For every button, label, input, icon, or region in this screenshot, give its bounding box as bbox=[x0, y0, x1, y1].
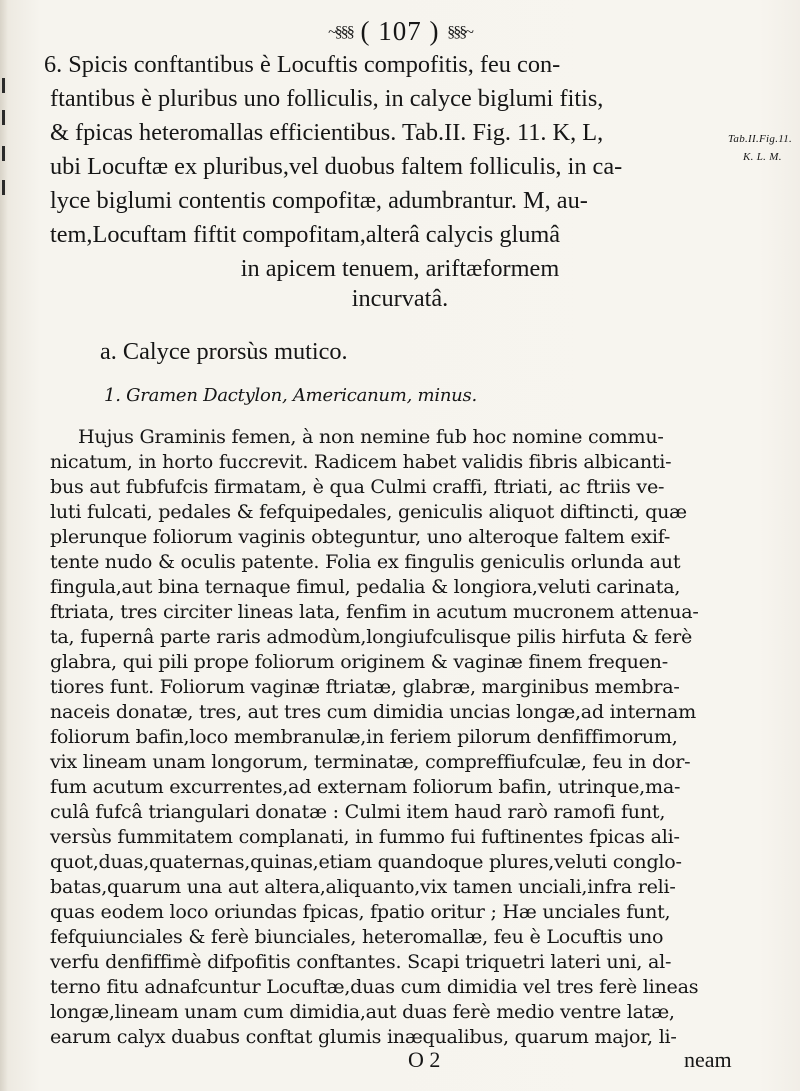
body-line: ftriata, tres circiter lineas lata, fenfim in acutum mucronem attenua- bbox=[50, 600, 699, 623]
body-line: Hujus Graminis femen, à non nemine fub hoc nomine commu- bbox=[78, 425, 664, 448]
margin-note-figure-ref: Tab.II.Fig.11. bbox=[728, 133, 793, 145]
body-line: longæ,lineam unam cum dimidia,aut duas ferè medio ventre latæ, bbox=[50, 1000, 675, 1023]
catchword: neam bbox=[684, 1047, 732, 1072]
section-6-line-4: ubi Locuftæ ex pluribus,vel duobus faltem folliculis, in ca- bbox=[50, 153, 623, 180]
body-line: naceis donatæ, tres, aut tres cum dimidia uncias longæ,ad internam bbox=[50, 700, 696, 723]
body-line: glabra, qui pili prope foliorum originem & vaginæ finem frequen- bbox=[50, 650, 668, 673]
body-line: foliorum bafin,loco membranulæ,in feriem pilorum denfiffimorum, bbox=[50, 725, 678, 748]
section-6-line-3: & fpicas heteromallas efficientibus. Tab.II. Fig. 11. K, L, bbox=[50, 119, 604, 146]
page-binding-shadow bbox=[0, 0, 8, 1091]
body-line: bus aut fubfufcis firmatam, è qua Culmi craffi, ftriati, ac ftriis ve- bbox=[50, 475, 665, 498]
body-line: ta, fupernâ parte raris admodùm,longiufculisque pilis hirfuta & ferè bbox=[50, 625, 693, 648]
body-line: plerunque foliorum vaginis obteguntur, uno alteroque faltem exif- bbox=[50, 525, 671, 548]
subsection-a-heading: a. Calyce prorsùs mutico. bbox=[100, 338, 348, 365]
page-number: ( 107 ) bbox=[360, 16, 440, 46]
body-line: verfu denfiffimè difpofitis conftantes. Scapi triquetri lateri uni, al- bbox=[50, 950, 672, 973]
section-6-line-8: incurvatâ. bbox=[351, 285, 449, 312]
margin-mark bbox=[2, 180, 5, 195]
body-line: luti fulcati, pedales & fefquipedales, geniculis aliquot diftincti, quæ bbox=[50, 500, 687, 523]
body-line: batas,quarum una aut altera,aliquanto,vix tamen unciali,infra reli- bbox=[50, 875, 676, 898]
margin-mark bbox=[2, 78, 5, 93]
margin-note-letters: K. L. M. bbox=[743, 151, 782, 163]
body-line: quot,duas,quaternas,quinas,etiam quandoque plures,veluti conglo- bbox=[50, 850, 682, 873]
body-line: quas eodem loco oriundas fpicas, fpatio oritur ; Hæ unciales funt, bbox=[50, 900, 671, 923]
section-6-line-5: lyce biglumi contentis compofitæ, adumbrantur. M, au- bbox=[50, 187, 588, 214]
signature-mark: O 2 bbox=[408, 1047, 441, 1072]
margin-mark bbox=[2, 110, 5, 125]
body-line: tente nudo & oculis patente. Folia ex fingulis geniculis orlunda aut bbox=[50, 550, 681, 573]
body-line: terno fitu adnafcuntur Locuftæ,duas cum dimidia vel tres ferè lineas bbox=[50, 975, 699, 998]
body-line: culâ fufcâ triangulari donatæ : Culmi item haud rarò ramofi funt, bbox=[50, 800, 666, 823]
page-header bbox=[0, 16, 800, 47]
body-line: fum acutum excurrentes,ad externam foliorum bafin, utrinque,ma- bbox=[50, 775, 681, 798]
margin-mark bbox=[2, 146, 5, 161]
item-1-title: 1. Gramen Dactylon, Americanum, minus. bbox=[104, 385, 477, 406]
header-ornament-left: ~§§§ bbox=[328, 24, 353, 41]
body-line: fefquiunciales & ferè biunciales, heteromallæ, feu è Locuftis uno bbox=[50, 925, 664, 948]
body-line: nicatum, in horto fuccrevit. Radicem habet validis fibris albicanti- bbox=[50, 450, 672, 473]
body-line: tiores funt. Foliorum vaginæ ftriatæ, glabræ, marginibus membra- bbox=[50, 675, 680, 698]
section-6-line-6: tem,Locuftam fiftit compofitam,alterâ calycis glumâ bbox=[50, 221, 561, 248]
section-6-line-7: in apicem tenuem, ariftæformem bbox=[240, 255, 560, 282]
body-line: vix lineam unam longorum, terminatæ, compreffiufculæ, feu in dor- bbox=[50, 750, 691, 773]
body-line: fingula,aut bina ternaque fimul, pedalia & longiora,veluti carinata, bbox=[50, 575, 681, 598]
body-line: earum calyx duabus conftat glumis inæqualibus, quarum major, li- bbox=[50, 1025, 677, 1048]
header-ornament-right: §§§~ bbox=[447, 24, 472, 41]
section-6-line-2: ftantibus è pluribus uno folliculis, in calyce biglumi fitis, bbox=[50, 85, 604, 112]
body-line: versùs fummitatem complanati, in fummo fui fuftinentes fpicas ali- bbox=[50, 825, 680, 848]
section-6-line-1: 6. Spicis conftantibus è Locuftis compofitis, feu con- bbox=[44, 51, 561, 78]
